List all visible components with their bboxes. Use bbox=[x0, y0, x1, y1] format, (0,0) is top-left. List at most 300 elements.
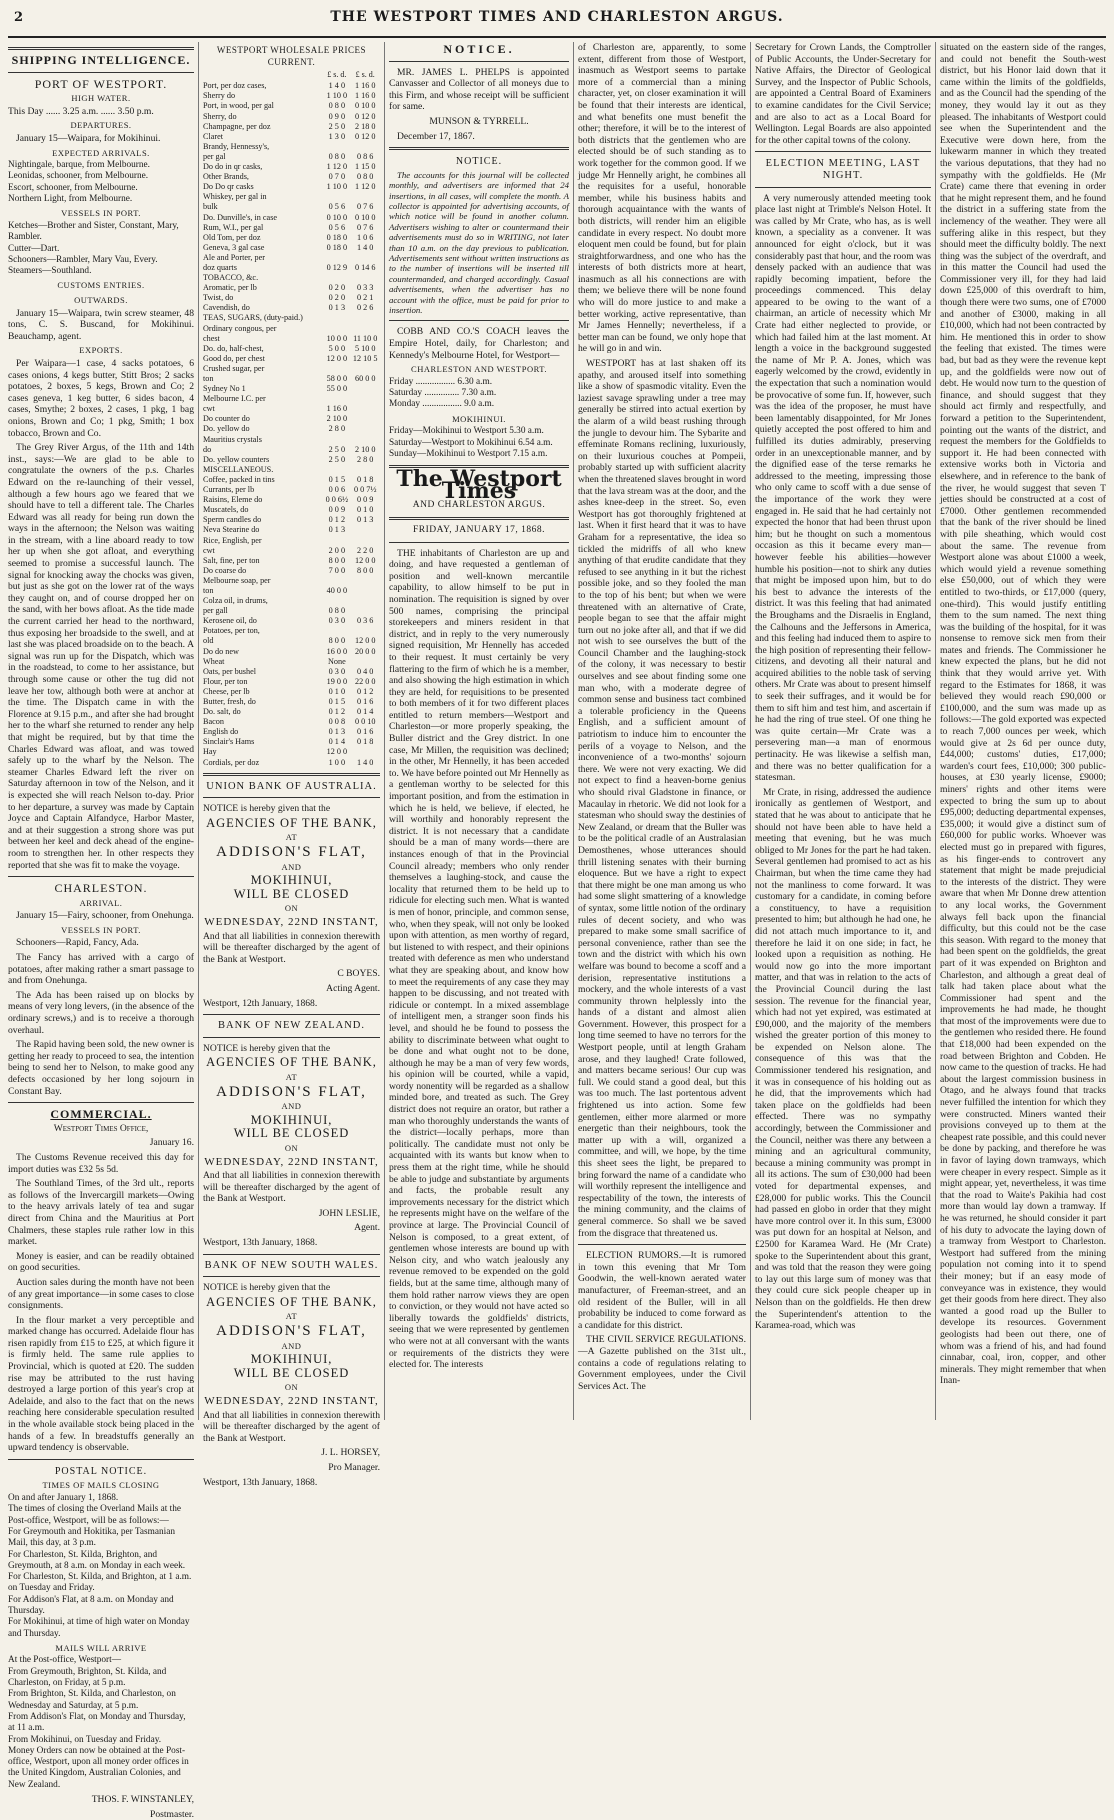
notice-heading: NOTICE. bbox=[443, 42, 515, 56]
price-item: Oats, per bushel bbox=[203, 666, 256, 676]
auction-text: Auction sales during the month have not been of any great importance—in some cases to close consignments. bbox=[8, 1276, 194, 1312]
wednesday-line: WEDNESDAY, 22ND INSTANT, bbox=[204, 916, 379, 928]
port-heading: PORT OF WESTPORT. bbox=[34, 76, 168, 91]
price-item: Do do in qr casks, bbox=[203, 162, 263, 172]
expected-label: EXPECTED ARRIVALS. bbox=[52, 147, 150, 158]
price-row bbox=[203, 182, 380, 192]
price-item: Bacon bbox=[203, 717, 224, 727]
price-value bbox=[323, 435, 350, 445]
price-row bbox=[203, 747, 380, 757]
postal-text: On and after January 1, 1868. The times of closing the Overland Mails at the Post-office, Westport, will be as follows:— For Greymouth and Hokitika, per Tasmanian Mail, this day, at 3 p.m. For Charleston, St. Kilda, Brighton, and Greymouth, at 8 a.m. on Monday in each week. For Charleston, St. Kilda, and Brighton, at 1 a.m. on Tuesday and Friday. For Addison's Flat, at 8 a.m. on Monday and Thursday. For Mokihinui, at time of high water on Monday and Thursday. bbox=[8, 1493, 192, 1639]
nsw-signer-title: Pro Manager. bbox=[328, 1461, 380, 1473]
postmaster-name: THOS. F. WINSTANLEY, bbox=[91, 1794, 194, 1806]
price-value: 0 10 0 bbox=[326, 212, 348, 222]
price-item: Melbourne I.C. per bbox=[203, 394, 266, 404]
price-item: bulk bbox=[203, 202, 218, 212]
price-item: cwt bbox=[203, 545, 215, 555]
price-item: Do. do, half-chest, bbox=[203, 343, 264, 353]
price-value: 2 2 0 bbox=[357, 545, 374, 555]
price-value bbox=[350, 576, 380, 586]
price-row bbox=[203, 546, 380, 556]
price-value: 0 8 6 bbox=[357, 151, 374, 161]
price-value bbox=[350, 394, 380, 404]
editorial-paragraph: THE inhabitants of Charleston are up and doing, and have requested a gentleman of position and well-known mercantile capability, to allow himself to be put in nomination. The requisition is signed by over 500 names, comprising the principal storekeepers and miners resident in that district, and in reply to the very numerously signed requisition, Mr Hennelly has acceded to their request. It must certainly be very flattering to the firm of which he is a member, and also showing the high estimation in which they are held, for requisitions to be presented to both members of it for two different places entitled to return members—Westport and Charleston—or more properly speaking, the Buller district and the Grey district. In one case, Mr Millen, the requisition was declined; in the other, Mr Hennelly, it has been acceded to. We have before pointed out Mr Hennelly as a gentleman worthy to be selected for this important position, and from the estimation in which he is held, we believe, if elected, he will worthily and honorably represent the district. It is not necessary that a candidate should be a man of many words—there are instances enough of that in the Provincial Council already; members who only render themselves a laughing-stock, and cause the locality that returned them to be held up to ridicule for electing such men. What is wanted is men of honor, principle, and common sense, who, when they speak, will not only be looked upon with attention, as men worthy of regard, but listened to with respect, and their opinions treated with deference as men who understand what they are speaking about, and know how to meet the requirements of any case they may happen to be discussing, and not treated with ridicule or contempt. In a mixed assemblage of intelligent men, a stranger soon finds his level, and should he be found to possess the ability to discriminate between what ought to be done and what ought not to be done, although he may be a man of very few words, his opinion will be courted, while a vapid, wordy nonentity will be regarded as a shallow minded bore, and treated as such. The Grey district does not require an orator, but rather a man who thoroughly understands the wants of the district—locally perhaps, more than politically. The candidate must not only be acquainted with its wants but know when to press them at the right time, while he should be able to judge and substantiate by arguments and facts, the probable result any improvements necessary for the district which he represents might have on the welfare of the province at large. The Provincial Council of Nelson is composed, to a great extent, of gentlemen whose interests are bound up with Nelson city, and who watch jealously any revenue removed to be expended on the gold fields, but at the same time, although many of them hold rather narrow views they are open to conviction, or they would not have acted so liberally towards the goldfields' districts, seeing that we were represented by gentlemen who were not at all conversant with the wants or requirements of the districts they were elected for. The interests bbox=[389, 547, 569, 1371]
office-date: January 16. bbox=[149, 1137, 194, 1149]
union-date: Westport, 12th January, 1868. bbox=[203, 997, 318, 1009]
price-row bbox=[203, 505, 380, 515]
divider bbox=[8, 72, 194, 73]
price-row bbox=[203, 253, 380, 263]
divider bbox=[755, 187, 931, 188]
price-item: doz quarts bbox=[203, 262, 237, 272]
price-value: 0 5 6 bbox=[328, 202, 346, 212]
coach-route: CHARLESTON AND WESTPORT. bbox=[411, 364, 547, 375]
price-value: 8 0 0 bbox=[357, 565, 374, 575]
price-row bbox=[203, 525, 380, 535]
price-item: Hay bbox=[203, 747, 217, 757]
price-item: Good do, per chest bbox=[203, 353, 265, 363]
price-item: Sherry do bbox=[203, 91, 236, 101]
price-value: 0 8 0 bbox=[357, 172, 374, 182]
nz-date: Westport, 13th January, 1868. bbox=[203, 1237, 318, 1249]
price-value: 19 0 0 bbox=[326, 676, 348, 686]
at-line: AT bbox=[285, 832, 298, 843]
price-value bbox=[323, 394, 350, 404]
price-value bbox=[350, 525, 380, 535]
price-value bbox=[350, 536, 380, 546]
price-value bbox=[350, 253, 380, 263]
price-value bbox=[350, 747, 380, 757]
wednesday-line: WEDNESDAY, 22ND INSTANT, bbox=[204, 1395, 379, 1407]
price-item: Cordials, per doz bbox=[203, 757, 260, 767]
expected-text: Nightingale, barque, from Melbourne. Leonidas, schooner, from Melbourne. Escort, schooner, from Melbourne. Northern Light, from Melbourne. bbox=[8, 160, 150, 205]
price-row bbox=[203, 616, 380, 626]
price-row bbox=[203, 435, 380, 445]
price-value: 0 8 0 bbox=[328, 101, 346, 111]
price-value: 0 4 0 bbox=[357, 666, 374, 676]
exports-label: EXPORTS. bbox=[79, 345, 123, 356]
price-row bbox=[203, 647, 380, 657]
mails-arrive-label: MAILS WILL ARRIVE bbox=[55, 1642, 147, 1653]
price-row bbox=[203, 515, 380, 525]
price-row bbox=[203, 374, 380, 384]
price-row bbox=[203, 142, 380, 152]
union-signer: C BOYES. bbox=[337, 968, 380, 980]
price-value: 0 12 0 bbox=[354, 111, 376, 121]
price-value: 0 0 9 bbox=[357, 495, 374, 505]
price-value: 0 3 6 bbox=[357, 616, 374, 626]
ada-text: The Ada has been raised up on blocks by means of very long levers, (in the absence of the ordinary screws,) and is to receive a thorough overhaul. bbox=[8, 989, 194, 1036]
price-value: 0 2 0 bbox=[328, 293, 346, 303]
price-value: 0 1 2 bbox=[328, 515, 346, 525]
price-value: 11 10 0 bbox=[353, 333, 378, 343]
addisons-line: ADDISON'S FLAT, bbox=[216, 844, 367, 861]
price-item: Butter, fresh, do bbox=[203, 697, 256, 706]
price-value: 1 16 0 bbox=[354, 81, 376, 91]
price-value: 12 0 0 bbox=[354, 636, 376, 646]
departures-text: January 15—Waipara, for Mokihinui. bbox=[16, 132, 161, 144]
price-value bbox=[350, 626, 380, 636]
price-value: 1 0 6 bbox=[357, 232, 374, 242]
price-value: 0 7 6 bbox=[357, 202, 374, 212]
postal-heading: POSTAL NOTICE. bbox=[54, 1465, 148, 1477]
price-value: 10 0 0 bbox=[326, 333, 348, 343]
price-value: 1 4 0 bbox=[357, 242, 374, 252]
arrival-text: January 15—Fairy, schooner, from Onehunga. bbox=[16, 910, 194, 922]
price-item: Potatoes, per ton, bbox=[203, 626, 260, 636]
price-value bbox=[323, 273, 350, 283]
price-item: Do. Dunville's, in case bbox=[203, 212, 278, 222]
divider bbox=[8, 876, 194, 877]
on-line: ON bbox=[284, 1142, 299, 1153]
price-value: 0 9 0 bbox=[328, 111, 346, 121]
union-signer-title: Acting Agent. bbox=[326, 982, 380, 994]
price-value: 1 10 0 bbox=[326, 182, 348, 192]
column-4 bbox=[578, 42, 746, 1420]
price-item: Raisins, Eleme do bbox=[203, 495, 263, 505]
price-value bbox=[350, 142, 380, 152]
bank-nz-heading: BANK OF NEW ZEALAND. bbox=[218, 1020, 365, 1032]
column-rule bbox=[198, 42, 199, 1420]
price-item: Claret bbox=[203, 131, 224, 141]
price-row bbox=[203, 737, 380, 747]
price-value bbox=[323, 596, 350, 606]
price-row bbox=[203, 717, 380, 727]
price-value: 20 0 0 bbox=[354, 646, 376, 656]
price-value: 0 5 6 bbox=[328, 222, 346, 232]
price-item: Kerosene oil, do bbox=[203, 616, 257, 626]
price-item: Do. salt, do bbox=[203, 707, 241, 717]
price-value: 58 0 0 bbox=[326, 374, 348, 383]
fancy-text: The Fancy has arrived with a cargo of potatoes, after making rather a smart passage to and from Onehunga. bbox=[8, 952, 194, 987]
price-value bbox=[323, 313, 350, 323]
price-value: 12 0 0 bbox=[326, 747, 348, 757]
price-item: Sherry, do bbox=[203, 111, 237, 121]
divider bbox=[8, 47, 194, 50]
price-row bbox=[203, 273, 380, 283]
price-row bbox=[203, 596, 380, 606]
price-value: 0 18 0 bbox=[326, 232, 348, 242]
arrive-text: At the Post-office, Westport— From Greymouth, Brighton, St. Kilda, and Charleston, on Friday, at 5 p.m. From Brighton, St. Kilda, and Charleston, on Wednesday and Saturday, at 5 p.m. From Addison's Flat, on Monday and Thursday, at 11 a.m. From Mokihinui, on Tuesday and Friday. Money Orders can now be obtained at the Post-office, Westport, upon all money order offices in the United Kingdom, Australian Colonies, and New Zealand. bbox=[8, 1655, 189, 1790]
price-row bbox=[203, 344, 380, 354]
nz-signer-title: Agent. bbox=[354, 1222, 380, 1234]
charleston-port-text: Schooners—Rapid, Fancy, Ada. bbox=[16, 937, 139, 949]
price-value: 0 1 0 bbox=[328, 686, 346, 696]
coach-times: Friday ................. 6.30 a.m. Saturday ............... 7.30 a.m. Monday ................. 9.0 a.m. bbox=[389, 376, 497, 410]
price-item: Flour, per ton bbox=[203, 676, 248, 686]
price-value: 0 10 0 bbox=[354, 101, 376, 111]
closed-line: WILL BE CLOSED bbox=[233, 886, 350, 901]
price-value: 0 10 0 bbox=[354, 212, 376, 222]
price-row bbox=[203, 91, 380, 101]
price-row bbox=[203, 384, 380, 394]
price-value: 0 0 6 bbox=[328, 485, 346, 495]
price-item: Twist, do bbox=[203, 293, 234, 303]
masthead-subtitle: AND CHARLESTON ARGUS. bbox=[412, 500, 546, 511]
nsw-signer: J. L. HORSEY, bbox=[321, 1447, 380, 1459]
price-value: 0 1 2 bbox=[328, 707, 346, 717]
price-value: 22 0 0 bbox=[354, 676, 376, 686]
price-value bbox=[350, 404, 380, 414]
price-value: 2 8 0 bbox=[357, 454, 374, 464]
price-value: 12 0 0 bbox=[354, 555, 376, 565]
price-row bbox=[203, 213, 380, 223]
coach-text: COBB AND CO.'S COACH leaves the Empire Hotel, daily, for Charleston; and Kennedy's Melbourne Hotel, for Westport— bbox=[389, 326, 569, 361]
price-value: 8 0 0 bbox=[328, 555, 346, 565]
divider bbox=[389, 61, 569, 62]
price-value: 7 0 0 bbox=[328, 565, 346, 575]
price-row bbox=[203, 233, 380, 243]
price-row bbox=[203, 424, 380, 434]
price-row bbox=[203, 223, 380, 233]
paper-title: THE WESTPORT TIMES AND CHARLESTON ARGUS. bbox=[330, 9, 784, 25]
price-value: 0 1 4 bbox=[328, 737, 346, 747]
price-row bbox=[203, 192, 380, 202]
price-row bbox=[203, 172, 380, 182]
price-item: Rum, W.I., per gal bbox=[203, 222, 264, 232]
civil-service-text: THE CIVIL SERVICE REGULATIONS.—A Gazette published on the 31st ult., contains a code of regulations relating to Government employees, under the Civil Services Act. The bbox=[578, 1334, 746, 1392]
price-value bbox=[350, 364, 380, 374]
price-row bbox=[203, 626, 380, 636]
price-table bbox=[203, 69, 380, 767]
notice2-heading: NOTICE. bbox=[455, 156, 503, 168]
price-value bbox=[323, 253, 350, 263]
divider bbox=[8, 1459, 194, 1460]
price-item: Do Do qr casks bbox=[203, 182, 254, 192]
price-value: 2 10 0 bbox=[354, 444, 376, 454]
price-value: 1 10 0 bbox=[326, 91, 348, 101]
price-value: 0 1 6 bbox=[357, 697, 374, 706]
departures-label: DEPARTURES. bbox=[70, 120, 132, 131]
price-value: 0 1 0 bbox=[357, 505, 374, 515]
price-item: Salt, fine, per ton bbox=[203, 555, 260, 565]
price-value bbox=[323, 192, 350, 202]
price-value: 12 0 0 bbox=[326, 353, 348, 363]
grey-river-text: The Grey River Argus, of the 11th and 14th inst., says:—We are glad to be able to congratulate the owners of the p.s. Charles Edward on the re-launching of their vessel, although a few hours ago we feared that we should have to tell a different tale. The Charles Edward was all ready for being run down the ways in the afternoon; the Nelson was waiting in the stream, with a line aboard ready to tow her up when she got afloat, and everything seemed to promise a successful launch. The signal for knocking away the chocks was given, but just as she got on the lower rat of the ways they caught on, and of course dropped her on the sand, with her bows afloat. As the tide made the current carried her head to the northward, thus exposing her broadside to the swell, and at last she was placed broadside on to the beach. A signal was run up for the Dispatch, which was in the roadstead, to come to her assistance, but through some cause or other the tug did not leave her tow, although both were at anchor at the time. The Dispatch came in with the Florence at 9.15 p.m., and after she had brought her to the wharf she returned to render any help that might be required, but by that time the Charles Edward was afloat, and was towed safely up to the wharf by the Nelson. The steamer Charles Edward left the river on Saturday afternoon in tow of the Nelson, and it is expected she will reach Nelson to-day. Prior to her departure, a survey was made by Captain Joyce and Captain Alfandyce, Harbor Master, and at their suggestion a strong shore was put between her keel and deck ahead of the engine-room to strengthen her. In other respects they reported that she was fit to make the voyage. bbox=[8, 442, 194, 871]
high-water-label: HIGH WATER. bbox=[71, 93, 131, 104]
price-col-header: £ s. d. bbox=[327, 70, 347, 80]
divider bbox=[389, 320, 569, 321]
agencies-line: AGENCIES OF THE BANK, bbox=[206, 1294, 377, 1309]
price-item: ton bbox=[203, 374, 214, 383]
divider bbox=[203, 1276, 380, 1277]
divider bbox=[203, 1037, 380, 1038]
divider bbox=[8, 1102, 194, 1103]
price-value bbox=[323, 576, 350, 586]
price-value: 0 1 3 bbox=[328, 727, 346, 737]
price-row bbox=[203, 324, 380, 334]
column-rule bbox=[573, 42, 574, 1420]
page-header bbox=[8, 4, 1106, 38]
divider bbox=[389, 147, 569, 150]
in-port-label: VESSELS IN PORT. bbox=[61, 208, 141, 219]
prices-heading: WESTPORT WHOLESALE PRICES CURRENT. bbox=[216, 45, 367, 67]
price-value: 0 2 1 bbox=[357, 293, 374, 303]
column-3 bbox=[389, 42, 569, 1420]
price-row bbox=[203, 334, 380, 344]
price-value: 0 0 10 bbox=[354, 717, 376, 727]
money-text: Money is easier, and can be readily obtained on good securities. bbox=[8, 1250, 194, 1274]
price-value: 0 1 3 bbox=[328, 303, 346, 313]
price-row bbox=[203, 677, 380, 687]
price-item: Sinclair's Hams bbox=[203, 737, 255, 747]
price-value: 0 12 9 bbox=[326, 262, 348, 272]
price-row bbox=[203, 455, 380, 465]
customs-label: CUSTOMS ENTRIES. bbox=[57, 280, 145, 291]
price-value: 0 1 3 bbox=[328, 525, 346, 535]
price-value bbox=[350, 324, 380, 334]
addisons-line: ADDISON'S FLAT, bbox=[216, 1083, 367, 1100]
price-row bbox=[203, 283, 380, 293]
price-item: Sperm candles do bbox=[203, 515, 262, 525]
shipping-heading: SHIPPING INTELLIGENCE. bbox=[11, 53, 191, 67]
column-rule bbox=[750, 42, 751, 1420]
meeting-report: A very numerously attended meeting took place last night at Trimble's Nelson Hotel. It was called by Mr Crate, who has, as is well known, a speciality as a convener. It was announced for eight o'clock, but it was considerably past that hour, and the room was densely packed with an audience that was rapidly becoming impatient, before the proceedings commenced. This delay appeared to be owing to the want of a chairman, an article of necessity which Mr Crate had either neglected to provide, or which had failed him at the last moment. At length a voice in the background suggested the name of Mr P. A. Jones, which was eagerly welcomed by the crowd, evidently in the expectation that such a nomination would be provocative of some fun. If, however, such was the idea of the proposer, he must have been lamentably disappointed, for Mr Jones quietly accepted the post offered to him and fulfilled its duties admirably, preserving order in an unexceptionable manner, and by the dignified ease of the terse remarks he addressed to the meeting, impressing those who only came to scoff with a due sense of the importance of the work they were engaged in. He said that he had certainly not expected the honor that had been thrust upon him; but he thought on such a momentous occasion as this it became every man—however feeble his abilities—however humble his position—not to shirk any duties that might be imposed upon him, but to do his best to advance the interests of the district. It was this feeling that had animated the Broughams and the Disraelis in England, the Calhouns and the Jeffersons in America, and this feeling had induced them to aspire to the high position of representing their fellow-citizens, and devoting all their natural and acquired abilities to the noble task of serving others. Mr Crate was about to present himself to seek their suffrages, and it would be for them to sift him and test him, and ascertain if he had the ring of true steel. Of one thing he was quite certain—Mr Crate was a persevering man—a man of enormous pertinacity. He was likewise a selfish man, and there was no better qualification for a statesman. bbox=[755, 192, 931, 784]
price-row bbox=[203, 445, 380, 455]
price-value bbox=[323, 465, 350, 475]
price-value: 0 8 0 bbox=[328, 606, 346, 616]
price-value: 0 0 8 bbox=[328, 717, 346, 727]
price-item: English do bbox=[203, 727, 239, 737]
bank-nz-notice bbox=[203, 1020, 380, 1249]
price-item: Ale and Porter, per bbox=[203, 252, 265, 262]
price-value: 55 0 0 bbox=[326, 384, 348, 394]
price-value: 0 1 4 bbox=[357, 707, 374, 717]
price-row bbox=[203, 243, 380, 253]
price-value bbox=[323, 142, 350, 152]
price-item: MISCELLANEOUS. bbox=[203, 464, 274, 474]
price-item: Rice, English, per bbox=[203, 535, 262, 545]
price-item: old bbox=[203, 636, 214, 646]
price-value: 60 0 0 bbox=[354, 374, 376, 383]
addisons-line: ADDISON'S FLAT, bbox=[216, 1323, 367, 1340]
price-value: 0 7 0 bbox=[328, 172, 346, 182]
price-value: 40 0 0 bbox=[326, 585, 348, 595]
postmaster-title: Postmaster. bbox=[150, 1808, 194, 1820]
price-item: Currants, per lb bbox=[203, 485, 255, 495]
commercial-heading: COMMERCIAL. bbox=[50, 1107, 152, 1122]
price-row bbox=[203, 576, 380, 586]
price-row bbox=[203, 112, 380, 122]
price-value: 0 1 8 bbox=[357, 737, 374, 747]
price-value bbox=[350, 384, 380, 394]
price-item: TOBACCO, &c. bbox=[203, 273, 259, 283]
price-row bbox=[203, 354, 380, 364]
price-row bbox=[203, 556, 380, 566]
price-item: cwt bbox=[203, 404, 215, 414]
price-value: 5 0 0 bbox=[328, 343, 346, 353]
price-row bbox=[203, 687, 380, 697]
price-value: 0 18 0 bbox=[326, 242, 348, 252]
price-value: 2 5 0 bbox=[328, 444, 346, 454]
at-line: AT bbox=[285, 1311, 298, 1322]
price-value: 0 1 2 bbox=[357, 686, 374, 696]
exports-text: Per Waipara—1 case, 4 sacks potatoes, 6 cases onions, 4 kegs butter, Stitt Bros; 2 sacks potatoes, 2 boxes, 5 kegs, Brown and Co; 2 cases geneva, 1 keg butter, 6 sides bacon, 4 cases, Smythe; 2 boxes, 2 cases, 1 pkg, 1 bag onions, Brown and Co; 1 pkg, Smith; 1 box tobacco, Brown and Co. bbox=[8, 357, 194, 439]
masthead-title: The Westport Times bbox=[396, 466, 562, 504]
column-1 bbox=[8, 42, 194, 1820]
price-row bbox=[203, 81, 380, 91]
price-row bbox=[203, 606, 380, 616]
price-item: Old Tom, per doz bbox=[203, 232, 261, 242]
price-row bbox=[203, 162, 380, 172]
charleston-heading: CHARLESTON. bbox=[54, 881, 148, 896]
price-value: 0 1 5 bbox=[328, 474, 346, 484]
price-item: Geneva, 3 gal case bbox=[203, 242, 265, 252]
price-value bbox=[350, 465, 380, 475]
price-value: 0 7 6 bbox=[357, 222, 374, 232]
outwards-label: OUTWARDS. bbox=[74, 295, 128, 306]
phelps-notice-text: MR. JAMES L. PHELPS is appointed Canvasser and Collector of all moneys due to this Firm, and whose receipt will be sufficient for same. bbox=[389, 66, 569, 113]
price-item: Whiskey, per gal in bbox=[203, 192, 267, 202]
price-value: 0 0 7½ bbox=[353, 485, 377, 495]
price-item: Champagne, per doz bbox=[203, 121, 271, 131]
issue-date: FRIDAY, JANUARY 17, 1868. bbox=[413, 524, 545, 535]
price-value: 2 0 0 bbox=[328, 545, 346, 555]
price-value bbox=[350, 606, 380, 616]
price-item: TEAS, SUGARS, (duty-paid.) bbox=[203, 313, 303, 323]
price-value: 0 8 0 bbox=[328, 151, 346, 161]
mokihinui-label: MOKIHINUI. bbox=[452, 413, 506, 424]
price-item: do bbox=[203, 444, 212, 454]
in-port-text: Ketches—Brother and Sister, Constant, Mary, Rambler. Cutter—Dart. Schooners—Rambler, Mary Vau, Every. Steamers—Southland. bbox=[8, 220, 179, 277]
wednesday-line: WEDNESDAY, 22ND INSTANT, bbox=[204, 1155, 379, 1168]
price-value bbox=[350, 273, 380, 283]
notice-opening: NOTICE is hereby given that the bbox=[203, 803, 331, 815]
price-row bbox=[203, 202, 380, 212]
price-value: None bbox=[327, 656, 346, 666]
price-item: ton bbox=[203, 585, 214, 595]
price-row bbox=[203, 404, 380, 414]
outwards-text: January 15—Waipara, twin screw steamer, 48 tons, C. S. Buscand, for Mokihinui. Beauchamp, agent. bbox=[8, 307, 194, 342]
price-item: chest bbox=[203, 333, 220, 343]
price-item: per gal bbox=[203, 151, 226, 161]
mokihinui-line: MOKIHINUI, bbox=[250, 1112, 333, 1127]
mokihinui-line: MOKIHINUI, bbox=[250, 873, 333, 888]
price-item: Do. yellow counters bbox=[203, 454, 270, 464]
price-row bbox=[203, 101, 380, 111]
price-row bbox=[203, 313, 380, 323]
price-item: Do. yellow do bbox=[203, 424, 250, 434]
southland-text: The Southland Times, of the 3rd ult., reports as follows of the Invercargill markets—Owing to the heavy arrivals lately of tea and sugar direct from China and the Mauritius at Port Chalmers, these staples rule rather low in this market. bbox=[8, 1178, 194, 1248]
price-item: Do counter do bbox=[203, 414, 250, 424]
closed-line: WILL BE CLOSED bbox=[233, 1126, 350, 1141]
charleston-port-label: VESSELS IN PORT. bbox=[61, 924, 141, 935]
divider bbox=[755, 151, 931, 152]
price-row bbox=[203, 586, 380, 596]
price-value: 0 0 6½ bbox=[325, 495, 349, 505]
price-value bbox=[350, 313, 380, 323]
price-item: Colza oil, in drums, bbox=[203, 596, 268, 606]
and-line: AND bbox=[281, 1340, 302, 1351]
bank-nsw-heading: BANK OF NEW SOUTH WALES. bbox=[204, 1259, 379, 1271]
price-value: 0 1 6 bbox=[357, 727, 374, 737]
price-value: 0 1 8 bbox=[357, 474, 374, 484]
crate-speech: Mr Crate, in rising, addressed the audience ironically as gentlemen of Westport, and stated that he was about to anticipate that he should not have been able to have held a meeting that evening, but he was much obliged to Mr Jones for the part he had taken. Several gentlemen had promised to act as his Chairman, but when the time came they had not the manliness to come forward. It was customary for a candidate, in coming before a constituency, to have a requisition presented to him; but although he had one, he did not attach much importance to it, and therefore he laid it on one side; in fact, he looked upon a requisition as nothing. He would now go into the more important matter, and that was in relation to the acts of the Provincial Council during the last session. The revenue for the financial year, which had not yet expired, was estimated at £90,000, and the majority of the members wished the greater portion of this money to be expended on Nelson alone. The consequence of this was that the Commissioner tendered his resignation, and it was in consequence of his holding out as he did, that the improvements which had taken place on the goldfields had been effected. There was no sympathy accordingly, between the Commissioner and the Council, neither was there any between a mining and an agricultural community, because a mining community was prompt in all its actions. The sum of £30,000 had been voted for departmental expenses, and £28,000 for public works. This the Council had passed en globo in order that they might have more control over it. In this sum, £3000 was put down for an hospital at Nelson, and £2500 for Karamea Ward. He (Mr Crate) spoke to the Superintendent about this grant, and was told that the reason they were going to lay out this large sum of money was that they could cure sick people cheaper up in Nelson than on the goldfields. He then drew the Superintendent's attention to the Karamea-road, which was bbox=[755, 786, 931, 1332]
price-row bbox=[203, 293, 380, 303]
price-value bbox=[350, 192, 380, 202]
editorial-paragraph: of Charleston are, apparently, to some extent, different from those of Westport, inasmuch as Westport seems to partake more of a commercial than a mining character, yet, on closer examination it will be found that their interests are identical, and what benefits one must benefit the other; therefore, it will be to the interest of both districts that the gentlemen who are elected should be of such standing as to work together for the common good. If we judge Mr Hennelly aright, he combines all the requisites for a useful, honorable member, while his business habits and thorough acquaintance with the wants of both districts, will render him an eligible candidate in every respect. No doubt more eloquent men could be found, but for plain straightforwardness, and one who has the interests of both districts more at heart, inasmuch as all his connections are with them; we believe there will be none found who will do more justice to and make a better working, active representative, than Mr James Hennelly; nevertheless, if a better man can be found, we only hope that he will go in and win. bbox=[578, 42, 746, 355]
price-value: 1 3 0 bbox=[328, 131, 346, 141]
price-item: Neva Stearine do bbox=[203, 525, 260, 535]
price-value: 0 2 0 bbox=[328, 283, 346, 293]
price-item: Sydney No 1 bbox=[203, 384, 246, 394]
customs-revenue-text: The Customs Revenue received this day for import duties was £32 5s 5d. bbox=[8, 1151, 194, 1175]
on-line: ON bbox=[284, 1382, 299, 1393]
liabilities-text: And that all liabilities in connexion therewith will be thereafter discharged by the agent of the Bank at Westport. bbox=[203, 1170, 380, 1205]
closing-label: TIMES OF MAILS CLOSING bbox=[42, 1480, 160, 1491]
price-value: 0 2 6 bbox=[357, 303, 374, 313]
price-value: 1 4 0 bbox=[357, 757, 374, 767]
